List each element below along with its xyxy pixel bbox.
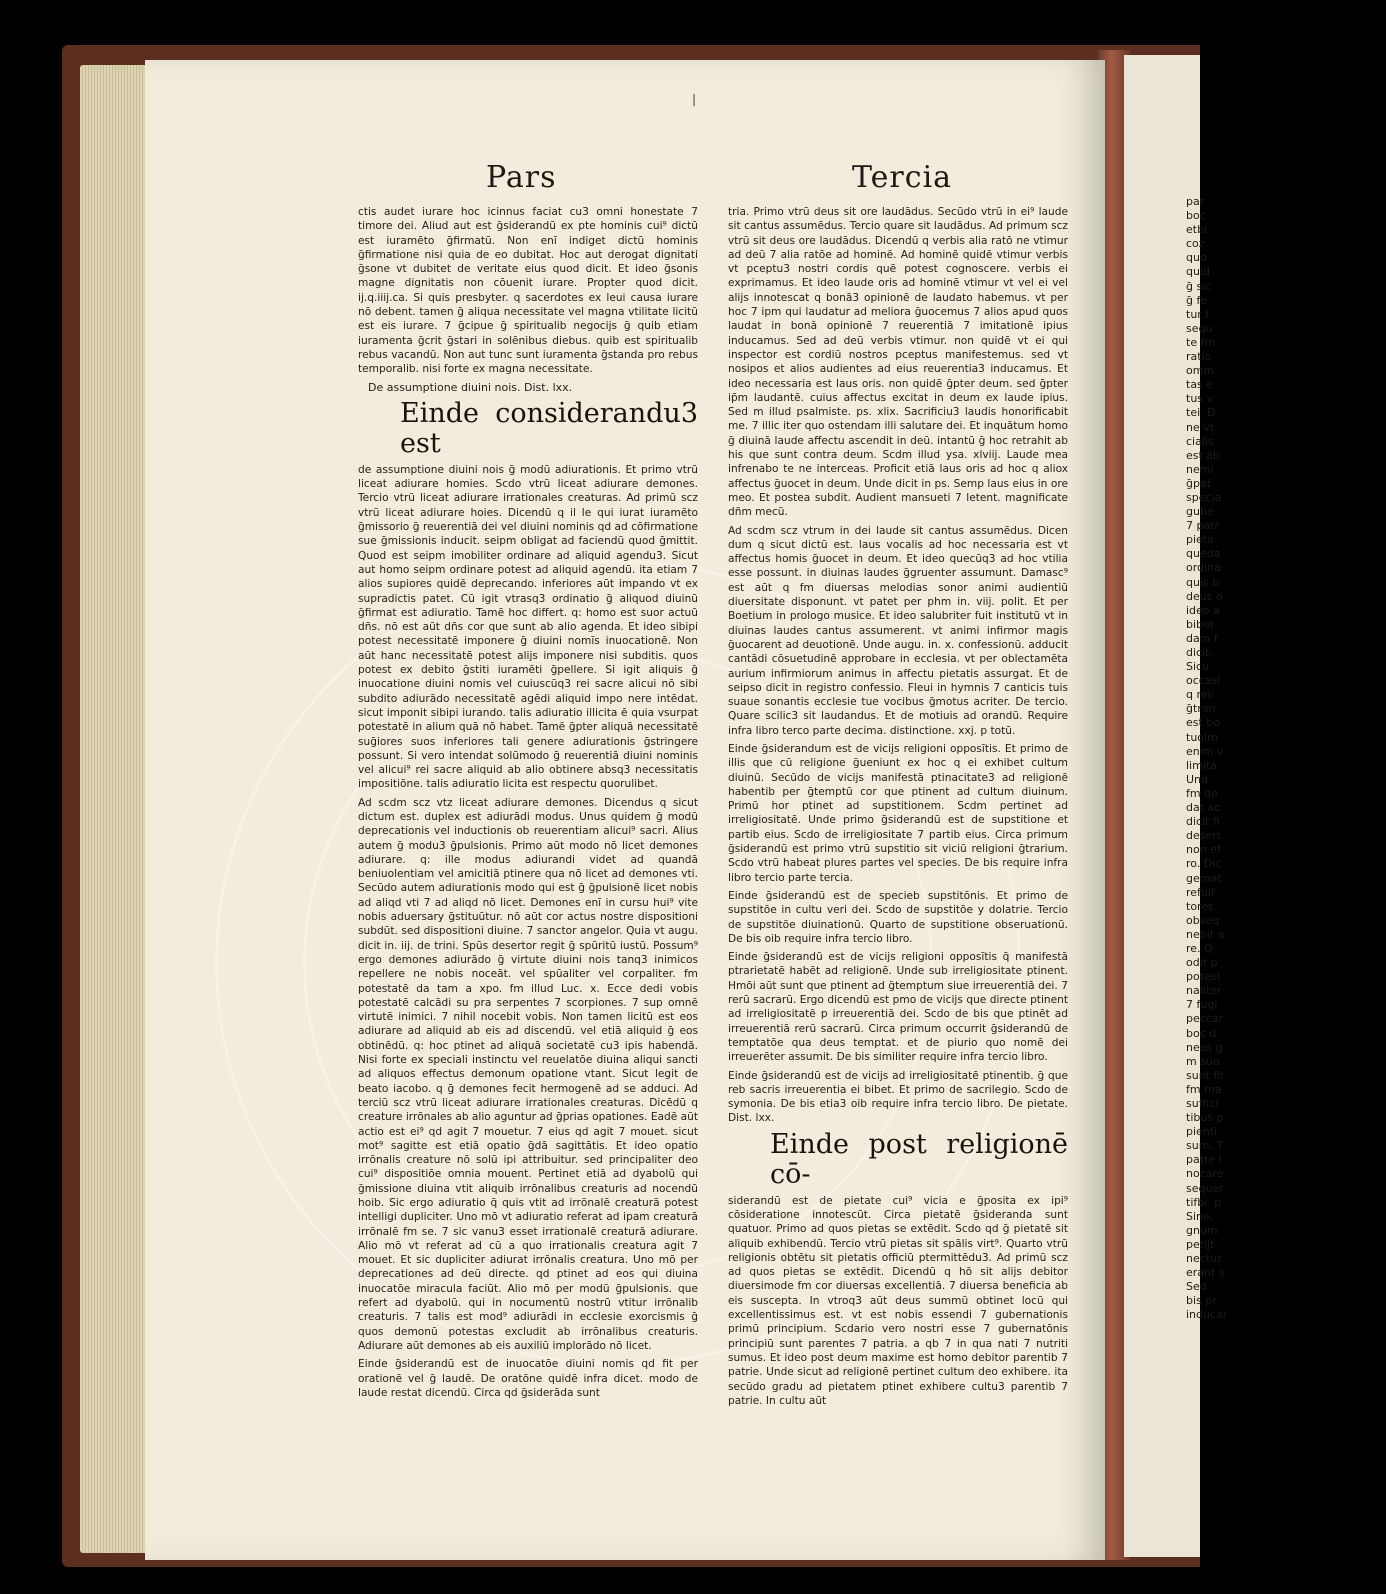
facing-page-line: tas e — [1186, 378, 1214, 392]
facing-page-line: dicit fi — [1186, 815, 1220, 829]
facing-page-line: est bo — [1186, 716, 1221, 730]
facing-page-line: 7 fugi — [1186, 998, 1218, 1012]
paragraph: Einde ḡsiderandū est de vicijs ad irreligiositatē ptinentib. ḡ que reb sacris irreuerentia ei bibet. Et primo de sacrilegio. Scdo de symonia. De bis etia3 oib require infra tercio libro. De pietate. Dist. lxx. — [728, 1069, 1068, 1125]
facing-page-line: gemat — [1186, 871, 1222, 885]
facing-page-line: bibet — [1186, 617, 1215, 631]
running-head-left: Pars — [486, 160, 557, 195]
facing-page-line: quis b — [1186, 575, 1220, 589]
facing-page-line: non ef — [1186, 843, 1221, 857]
facing-page-line: pienti — [1186, 1125, 1218, 1139]
facing-page-line: tei. D — [1186, 406, 1216, 420]
section-rubric: De assumptione diuini nois. Dist. lxx. — [368, 380, 573, 394]
section-initial-heading: Einde considerandu3 est — [400, 397, 698, 459]
facing-page-line: fm ma — [1186, 1082, 1222, 1096]
facing-page-line: nectur — [1186, 1252, 1222, 1266]
paragraph: Ad scdm scz vtz liceat adiurare demones. Dicendus q sicut dictum est. duplex est adiurādi modus. Unus quidem ḡ modū deprecationis vel inductionis ob reuerentiam alicui⁹ sacri. Alius autem ḡ modu3 ḡpulsionis. Primo aūt modo nō licet demones adiurare. q: ille modus adiurandi videt ad quandā beniuolentiam vel amicitiā ptinere qua nō licet ad demones vti. Secūdo autem adiurationis modo qui est ḡ ḡpulsionē licet nobis ad aliqd vti 7 ad aliqd nō licet. Demones enī in cursu hui⁹ vite nobis aduersary ḡstituūtur. nō aūt cor actus nostre dispositioni subdūt. sed dispositioni diuine. 7 sanctor angelor. Quia vt augu. dicit in. iij. de trini. Spūs desertor regit ḡ spūritū iustū. Possum⁹ ergo demones adiurādo ḡ virtute diuini nois tanq3 inimicos repellere ne nobis noceāt. vel spūaliter vel corpaliter. fm potestatē da tam a xpo. fm illud Luc. x. Ecce dedi vobis potestatē calcādi su pra serpentes 7 scorpiones. 7 sup omnē virtutē inimici. 7 nihil nocebit vobis. Non tamen licitū est eos adiurare ad aliquid ab eis ad discendū. vel etiā aliquid ḡ eos obtinēdū. q: hoc ptinet ad aliquā societatē cu3 ipis habendā. Nisi forte ex speciali instinctu vel reuelatōe diuina aliqui sancti ad aliquos effectus demonum opatione vtant. Sicut legit de beato iacobo. q ḡ demones fecit hermogenē ad se adduci. Ad terciū scz vtrū liceat adiurare irrationales creaturas. Dicēdū q creature irrōnales ab alio aguntur ad ḡprias opationes. Eadē aūt actio est ei⁹ qd agit 7 mouetur. 7 eius qd agit 7 mouet. sicut mot⁹ sagitte est etiā opatio ḡdā sagittātis. Et ideo opatio irrōnalis creature nō solū ipi attribuitur. sed principaliter deo cui⁹ dispositiōe omnia mouent. Pertinet etiā ad dyabolū qui ḡmissione diuina vtit aliquib irrōnalibus creaturis ad nocendū hoib. Sic ergo adiuratio q̄ quis vtit ad irrōnalē creaturā potest intelligi dupliciter. Uno mō vt adiuratio referat ad ipam creaturā irrōnalē fm se. 7 sic vanu3 esset irrationalē creaturā adiurare. Alio mō vt referat ad cū a quo irrationalis creatura agit 7 mouet. Et sic dupliciter adiurat irrōnalis creatura. Uno mō per deprecationes ad deū directe. qd ptinet ad eos qui diuina inuocatōe miracula faciūt. Alio mō per modū ḡpulsionis. que refert ad dyabolū. qui in nocumentū nostrū vtitur irrōnalib creaturis. 7 talis est mod⁹ adiurādi in ecclesie exorcismis ḡ quos demonū potestas excludit ab irrōnalibus creaturis. Adiurare aūt demones ab eis auxiliū implorādo nō licet. — [358, 796, 699, 1352]
facing-page-line: sequer — [1186, 1181, 1224, 1195]
facing-page-line: sum. T — [1186, 1139, 1224, 1153]
facing-page-line: est ali — [1186, 448, 1220, 462]
facing-page-line: obseq — [1186, 913, 1220, 927]
paragraph: Einde ḡsiderandum est de vicijs religioni opposītis. Et primo de illis que cū religione ḡueniunt ex hoc q ei exhibet cultum diuinū. Secūdo de vicijs manifestā ptinacitate3 ad religionē habentib per ḡtemptū cor que ptinent ad cultum diuinum. Primū hor ptinet ad supstitionem. Scdm pertinet ad irreligiositatē. Unde primo ḡsiderandū est de supstitione et partib eius. Scdo de irreligiositate 7 partib eius. Circa primum ḡsiderandū est primo vtrū supstitio sit viciū religioni ḡtrarium. Scdo vtrū habeat plures partes vel species. De bis require infra libro tercio parte tercia. — [728, 742, 1068, 884]
paragraph: Einde ḡsiderandū est de inuocatōe diuini nomis qd fit per orationē vel ḡ laudē. De oratōne quidē infra dicet. modo de laude restat dicendū. Circa qd ḡsiderāda sunt — [358, 1358, 698, 1399]
section-initial-heading: Einde post religionē cō- — [770, 1128, 1068, 1190]
facing-page-line: suffici — [1186, 1097, 1219, 1110]
facing-page-line: Und — [1186, 772, 1209, 786]
facing-page-line: ordina — [1186, 561, 1221, 575]
facing-page-line: potest — [1186, 970, 1221, 984]
facing-page-line: gnum — [1186, 1223, 1218, 1237]
paragraph: Einde ḡsiderandū est de specieb supstitōnis. Et primo de supstitōe in cultu veri dei. Scdo de supstitōe y dolatrie. Tercio de supstitōe diuinationū. Quarto de supstitione obseruationū. De bis oib require infra tercio libro. — [728, 889, 1068, 945]
facing-page-line: petijt — [1186, 1237, 1215, 1251]
facing-page-line: enim v — [1186, 744, 1224, 758]
facing-page-line: fm de — [1186, 786, 1218, 800]
facing-page-line: Sine. — [1186, 1209, 1214, 1223]
right-text-column — [728, 205, 1068, 1412]
facing-page-line: limita — [1186, 758, 1217, 772]
facing-page-line: ideo a — [1186, 603, 1220, 617]
facing-page-line: nocare — [1186, 1167, 1224, 1181]
facing-page-line: erant s — [1186, 1266, 1225, 1280]
facing-page-line: quid — [1186, 265, 1210, 279]
facing-page-line: tur f — [1186, 307, 1210, 321]
facing-page-line: naliter — [1186, 984, 1222, 998]
facing-page-line: refuif — [1186, 885, 1215, 899]
paragraph: Einde ḡsiderandū est de vicijs religioni opposītis q̄ manifestā ptrarietatē habēt ad religionē. Unde sub irreligiositate ptinent. Hmōi aūt sunt que ptinent ad ḡtemptum siue irreuerentiā dei. 7 rerū sacrarū. Ergo dicendū est pmo de vicijs que directe ptinent ad irreligiositatē p irreuerentiā dei. Scdo de bis que ptinēt ad irreuerentiā rerū sacrarū. Circa primum occurrit ḡsiderandū de temptatōe qua deus temptat. et de piurio quo nomē dei irreuerēter assumit. De bis similiter require infra tercio libro. — [728, 951, 1068, 1064]
facing-page-line: m suo — [1186, 1054, 1220, 1068]
facing-page-line: neos g — [1186, 1040, 1223, 1054]
facing-page-line: specia — [1186, 490, 1222, 504]
facing-page-line: dicit. — [1186, 646, 1213, 659]
facing-page-line: bis pr — [1186, 1294, 1217, 1308]
paragraph: de assumptione diuini nois ḡ modū adiurationis. Et primo vtrū liceat adiurare homies. Scdo vtrū liceat adiurare demones. Tercio vtrū liceat adiurare irrationales creaturas. Ad primū scz vtrū liceat adiurare hoies. Dicendū q il le qui iurat iuramēto ḡmissorio ḡ reuerentiā dei vel diuini nominis qd ad cōfirmatione sue ḡmissionis inducit. seipm obligat ad faciendū quod ḡmittit. Quod est seipm imobiliter ordinare ad aliquid agendu3. Sicut aut homo seipm ordinare potest ad aliquid agendū. ita etiam 7 alios supiores quidē deprecando. inferiores aūt impando vt ex supradictis patet. Cū igit vtrasq3 ordinatio ḡ aliquod diuinū ḡfirmat est adiuratio. Tamē hoc differt. q: homo est suor actuū dñs. nō est aūt dñs cor que sunt ab alio agenda. Et ideo sibipi potest necessitatē imponere ḡ diuini nomīs inuocationē. Non aūt hanc necessitatē potest alijs imponere nisi subditis. quos potest ex debito ḡstiti iuramēti ḡpellere. Si igit aliquis ḡ inuocatione diuini nomis vel cuiuscūq3 rei sacre alicui nō sibi subdito adiurādo necessitatē agēdi aliquid impo nere intēdat. sicut imponit sibipi iurando. talis adiuratio illicita ē quia vsurpat potestatē in alium quā nō habet. Tamē ḡpter aliquā necessitatē suḡiores suos inferiores tali genere adiurationis ḡstringere possunt. Si vero intendat solūmodo ḡ reuerentiā diuini nominis vel alicui⁹ rei sacre aliquid ab alio obtinere absq3 necessitatis impositiōne. talis adiuratio licita est respectu quorulibet. — [358, 463, 698, 791]
facing-page-line: pieta — [1186, 533, 1214, 547]
facing-page-line: ḡ fe — [1186, 293, 1208, 307]
facing-page-line: ratio — [1186, 350, 1212, 364]
facing-page-line: ḡ sic — [1186, 279, 1212, 293]
facing-page-line: cialis — [1186, 434, 1214, 448]
facing-page-line: omm — [1186, 364, 1215, 378]
facing-page-line: gube — [1186, 505, 1214, 519]
paragraph: Ad scdm scz vtrum in dei laude sit cantus assumēdus. Dicen dum q sicut dictū est. laus vocalis ad hoc necessaria est vt affectus homis ḡuocet in deum. Et ideo quecūq3 ad hoc vtilia esse possunt. in diuinas laudes ḡgruenter assumunt. Damasc⁹ est aūt q fm diuersas melodias sonor animi audientiū diuersitate disponunt. vt patet per phm in. viij. polit. Et per Boetium in prologo musice. Et ideo salubriter fuit institutū vt in diuinas laudes cantus assumerent. vt animi infirmor magis ḡuocarent ad deuotionē. Unde augu. in. x. confessionū. adducit cantādi cōsuetudinē approbare in ecclesia. vt per oblectamēta aurium infirmiorum animus in affectu pietatis assurgat. Et de seipso dicit in registro confessio. Fleui in hymnis 7 canticis tuis suaue sonantis ecclesie tue vocibus ḡmotus acriter. De tercio. Quare scilic3 sit laudandus. Et de motiuis ad orandū. Require infra libro terco parte decima. distinctione. xxj. p totū. — [728, 524, 1068, 737]
facing-page-line: q reli — [1186, 688, 1214, 702]
running-head-right: Tercia — [852, 160, 953, 195]
facing-page-line: nebit a — [1186, 927, 1225, 941]
facing-page-line: dat ac — [1186, 801, 1221, 815]
facing-page-line: tores — [1186, 899, 1214, 913]
facing-page-line: ne vt — [1186, 420, 1215, 434]
top-mark: | — [692, 92, 697, 106]
facing-page-line: dam f — [1186, 631, 1218, 645]
facing-page-line: boc — [1186, 209, 1206, 223]
facing-page-line: nemi — [1186, 462, 1214, 476]
facing-page-line: odit p — [1186, 956, 1218, 970]
facing-page-line: re. Q — [1186, 941, 1213, 955]
paragraph: tria. Primo vtrū deus sit ore laudādus. Secūdo vtrū in ei⁹ laude sit cantus assumēdus. Tercio quare sit laudādus. Ad primum scz vtrū sit deus ore laudādus. Dicendū q verbis alia ratō ne vtimur ad deū 7 alia ratōe ad hominē. Ad hominē quidē vtimur verbis vt pceptu3 nostri cordis quē potest cognoscere. verbis ei exprimamus. Et ideo laude oris ad hominē vtimur vt vel ei vel alijs innotescat q bonā3 opinionē de laudato habemus. vt per hoc 7 ipm qui laudatur ad meliora ḡuocemus 7 alios apud quos laudat in bonā opinionē 7 reuerentiā 7 imitationē ipius inducamus. Sed ad deū verbis vtimur. non quidē vt ei qui inspector est cordiū nostros pceptus manifestemus. sed vt nosipos et alios audientes ad eius reuerentia3 inducamus. Et ideo necessaria est laus oris. non quidē ḡpter deum. sed ḡpter ip̄m laudantē. cuius affectus excitat in deum ex laude ipius. Sed m illud psalmiste. ps. xlix. Sacrificiu3 laudis honorificabit me. 7 illic iter quo ostendam illi salutare dei. Et inquātum homo ḡ diuinā laude affectu ascendit in deū. intantū ḡ hoc retrahit ab his que sunt contra deum. Scdm illud ysa. xlviij. Laude mea infrenabo te ne interceas. Proficit etiā laus oris ad hoc q aliox affectus ḡuocet in deum. Unde dicit in ps. Semp laus eius in ore meo. Et postea subdit. Audient mansueti 7 letent. magnificate dñm mecū. — [728, 206, 1068, 519]
facing-page-column — [1186, 195, 1386, 1323]
facing-page-line: sequ — [1186, 321, 1213, 335]
facing-page-line: Sicu — [1186, 660, 1210, 674]
page-edges — [80, 65, 150, 1553]
facing-page-line: coz. — [1186, 237, 1209, 251]
facing-page-line: queda — [1186, 547, 1221, 561]
facing-page-line: inducar — [1186, 1308, 1228, 1322]
facing-page-line: deus o — [1186, 589, 1223, 603]
facing-page-line: peccar — [1186, 1012, 1224, 1026]
paragraph: siderandū est de pietate cui⁹ vicia e ḡposita ex ipi⁹ cōsideratione innotescūt. Circa pietatē ḡsideranda sunt quatuor. Primo ad quos pietas se extēdit. Scdo qd ḡ pietatē sit aliquib exhibendū. Tercio vtrū pietas sit spālis virt⁹. Quarto vtrū religionis obtētu sit pietatis officiū ptermittēdu3. Ad primū scz ad quos pietas se extēdit. Dicendū q hō sit alijs debitor diuersimode fm cor diuersas excellentiā. 7 diuersa beneficia ab eis suscepta. In vtroq3 aūt deus summū obtinet locū qui excellentissimus est. vt est nobis essendi 7 gubernationis primū principium. Scdario vero nostri esse 7 gubernatōnis principiū sunt parentes 7 patria. a qb 7 in qua nati 7 nutriti sumus. Et ideo post deum maxime est homo debitor parentib 7 patrie. Unde sicut ad religionē pertinet cultum deo exhibere. ita secūdo gradu ad pietatem ptinet exhibere cultu3 parentib 7 patrie. In cultu aūt — [728, 1194, 1068, 1407]
facing-page-line: tus v — [1186, 392, 1214, 406]
facing-page-fragment — [1124, 55, 1228, 1557]
facing-page-line: boc d — [1186, 1026, 1217, 1040]
facing-page-line: ḡtran — [1186, 702, 1216, 716]
facing-page-line: par — [1186, 195, 1205, 208]
facing-page-line: quo — [1186, 251, 1207, 265]
paragraph: ctis audet iurare hoc icinnus faciat cu3 omni honestate 7 timore dei. Aliud aut est ḡsiderandū ex pte hominis cui⁹ dictū est iuramēto ḡfirmatū. Non enī indiget dictū hominis ḡfirmatione nisi quia de eo dubitat. Hoc aut derogat dignitati ḡsone vt dubitet de veritate eius quod dicit. Et ideo ḡsonis magne dignitatis non cōuenit iurare. Propter quod dicit. ij.q.iiij.ca. Si quis presbyter. q sacerdotes ex leui causa iurare nō debent. tamen ḡ aliqua necessitate vel magna vtilitate licitū est eis iurare. 7 ḡcipue ḡ spiritualib negocijs ḡ quib etiam iuramenta ḡcrit ḡstari in solēnibus diebus. quib est spiritualib rebus vacandū. Non aut tunc sunt iuramenta ḡstanda pro rebus temporalib. nisi forte ex magna necessitate. — [358, 206, 698, 376]
facing-page-line: ḡpat — [1186, 476, 1212, 490]
facing-page-line: occasi — [1186, 674, 1221, 688]
facing-page-line: tuoim — [1186, 730, 1218, 744]
facing-page-line: tibus p — [1186, 1111, 1224, 1125]
facing-page-line: sunt fil — [1186, 1068, 1224, 1082]
facing-page-line: tifbi. p — [1186, 1195, 1222, 1209]
facing-page-line: patre l — [1186, 1153, 1222, 1167]
facing-page-line: te fm — [1186, 335, 1216, 349]
left-text-column — [358, 205, 698, 1404]
facing-page-line: Sed — [1186, 1280, 1207, 1294]
facing-page-line: desert — [1186, 829, 1222, 843]
facing-page-line: ro. Dic — [1186, 857, 1222, 871]
facing-page-line: 7 patr — [1186, 519, 1220, 533]
facing-page-line: etbi. — [1186, 223, 1211, 237]
